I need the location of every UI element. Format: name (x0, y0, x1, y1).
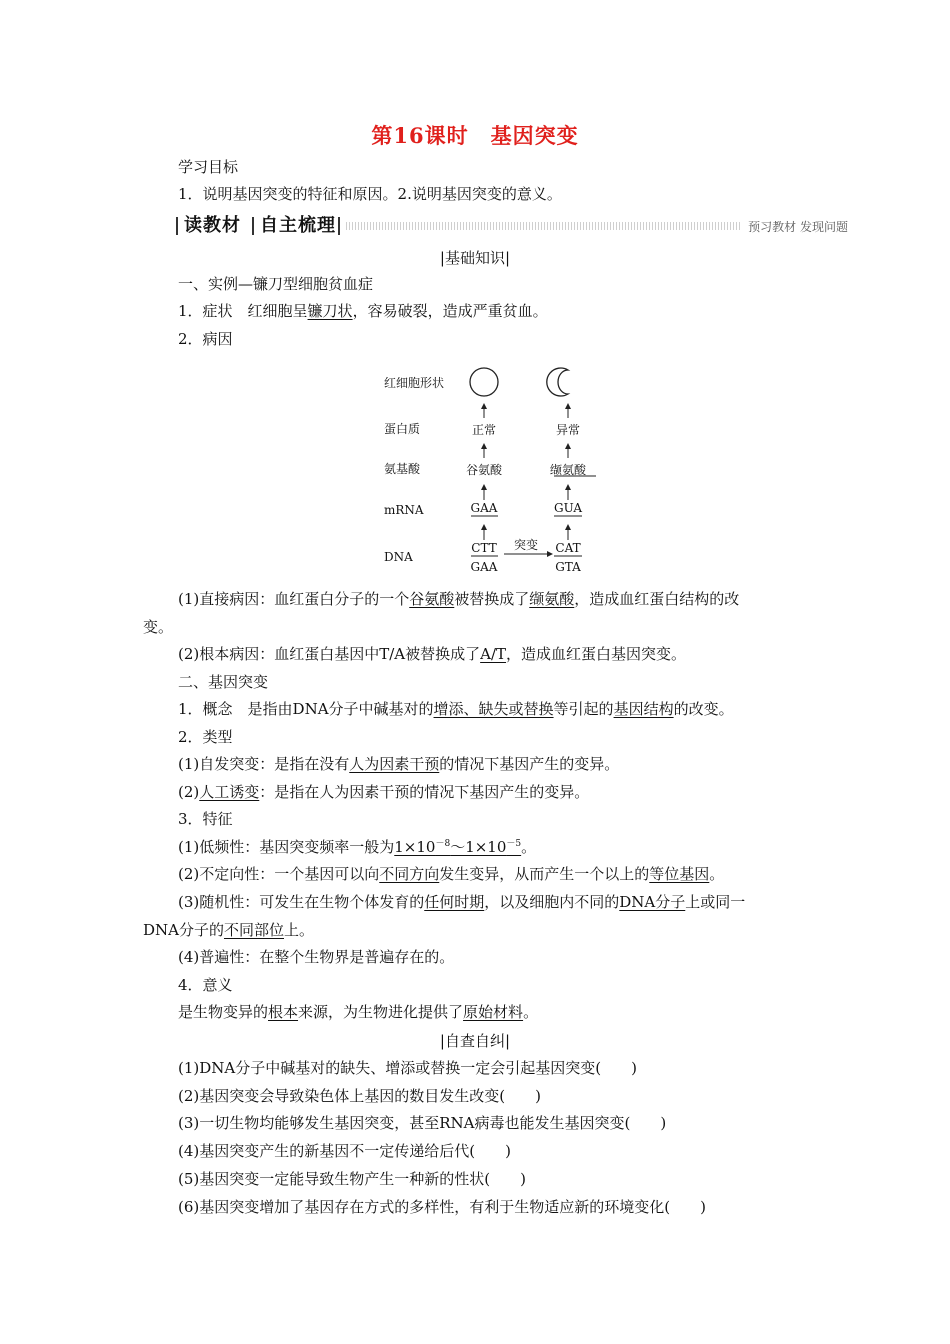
lesson-title (0, 120, 950, 150)
diagram-label-mrna: mRNA (384, 503, 424, 517)
s2-concept: 1．概念 是指由DNA分子中碱基对的增添、缺失或替换等引起的基因结构的改变。 (178, 700, 734, 718)
banner-label-read: 读教材 (184, 215, 241, 236)
check-item-2: (2)基因突变会导致染色体上基因的数目发生改变( ) (178, 1087, 541, 1105)
mutant-protein: 异常 (555, 423, 581, 437)
sickle-cell-shape (547, 368, 568, 396)
s2-type2: (2)人工诱变：是指在人为因素干预的情况下基因产生的变异。 (178, 783, 590, 801)
lesson-number: 第16课时 (371, 123, 469, 148)
s2-sig-heading: 4．意义 (178, 976, 233, 994)
normal-protein: 正常 (471, 423, 497, 437)
s2-feature-4: (4)普遍性：在整个生物界是普遍存在的。 (178, 948, 455, 966)
s2-feature-1: (1)低频性：基因突变频率一般为$1\times 10^{-8}\sim 1\times 10^{-5}$。 (178, 838, 537, 856)
sickle-cell-diagram (370, 362, 610, 582)
banner-divider (338, 217, 340, 235)
check-item-3: (3)一切生物均能够发生基因突变，甚至RNA病毒也能发生基因突变( ) (178, 1114, 667, 1132)
lesson-topic: 基因突变 (490, 123, 579, 148)
banner-divider (176, 217, 178, 235)
cause-root: (2)根本病因：血红蛋白基因中T/A被替换成了A/T，造成血红蛋白基因突变。 (178, 645, 687, 663)
objectives-heading: 学习目标 (178, 158, 239, 176)
cause-direct-wrap: 变。 (143, 618, 174, 636)
section-heading-basic: |基础知识| (439, 249, 511, 267)
s2-heading: 二、基因突变 (178, 673, 269, 691)
cause-direct: (1)直接病因：血红蛋白分子的一个谷氨酸被替换成了缬氨酸，造成血红蛋白结构的改 (178, 590, 740, 608)
s2-feature-3-wrap: DNA分子的不同部位上。 (143, 921, 315, 939)
s2-feat-heading: 3．特征 (178, 810, 233, 828)
diagram-label-dna: DNA (384, 550, 413, 564)
normal-dna-bottom: GAA (470, 560, 498, 574)
banner-divider (252, 217, 254, 235)
mutation-label: 突变 (513, 538, 539, 552)
s1-heading: 一、实例—镰刀型细胞贫血症 (178, 275, 374, 293)
section-heading-check: |自查自纠| (439, 1032, 511, 1050)
section-basic-label: 基础知识 (444, 249, 505, 267)
mutant-dna-top: CAT (555, 541, 581, 555)
diagram-label-cell: 红细胞形状 (384, 376, 445, 390)
check-item-4: (4)基因突变产生的新基因不一定传递给后代( ) (178, 1142, 511, 1160)
normal-amino: 谷氨酸 (465, 463, 503, 477)
check-item-6: (6)基因突变增加了基因存在方式的多样性，有利于生物适应新的环境变化( ) (178, 1198, 706, 1216)
normal-cell-shape (470, 368, 498, 396)
mutant-mrna: GUA (554, 501, 582, 515)
check-item-5: (5)基因突变一定能导致生物产生一种新的性状( ) (178, 1170, 526, 1188)
diagram-label-amino: 氨基酸 (384, 462, 421, 476)
section-banner (176, 214, 848, 238)
banner-label-self: 自主梳理 (260, 215, 336, 236)
diagram-label-protein: 蛋白质 (384, 422, 421, 436)
s2-feature-3: (3)随机性：可发生在生物个体发育的任何时期，以及细胞内不同的DNA分子上或同一 (178, 893, 746, 911)
normal-dna-top: CTT (471, 541, 497, 555)
section-check-label: 自查自纠 (444, 1032, 505, 1050)
normal-mrna: GAA (470, 501, 498, 515)
s1-cause-heading: 2．病因 (178, 330, 233, 348)
s2-significance: 是生物变异的根本来源，为生物进化提供了原始材料。 (178, 1003, 539, 1021)
check-item-1: (1)DNA分子中碱基对的缺失、增添或替换一定会引起基因突变( ) (178, 1059, 637, 1077)
mutant-dna-bottom: GTA (555, 560, 581, 574)
objectives-text: 1．说明基因突变的特征和原因。2.说明基因突变的意义。 (178, 185, 562, 203)
s2-feature-2: (2)不定向性：一个基因可以向不同方向发生变异，从而产生一个以上的等位基因。 (178, 865, 725, 883)
mutant-amino: 缬氨酸 (549, 463, 587, 477)
s2-type-heading: 2．类型 (178, 728, 233, 746)
s1-symptom: 1．症状 红细胞呈镰刀状，容易破裂，造成严重贫血。 (178, 302, 548, 320)
s2-type1: (1)自发突变：是指在没有人为因素干预的情况下基因产生的变异。 (178, 755, 620, 773)
banner-right-label: 预习教材 发现问题 (742, 218, 848, 235)
